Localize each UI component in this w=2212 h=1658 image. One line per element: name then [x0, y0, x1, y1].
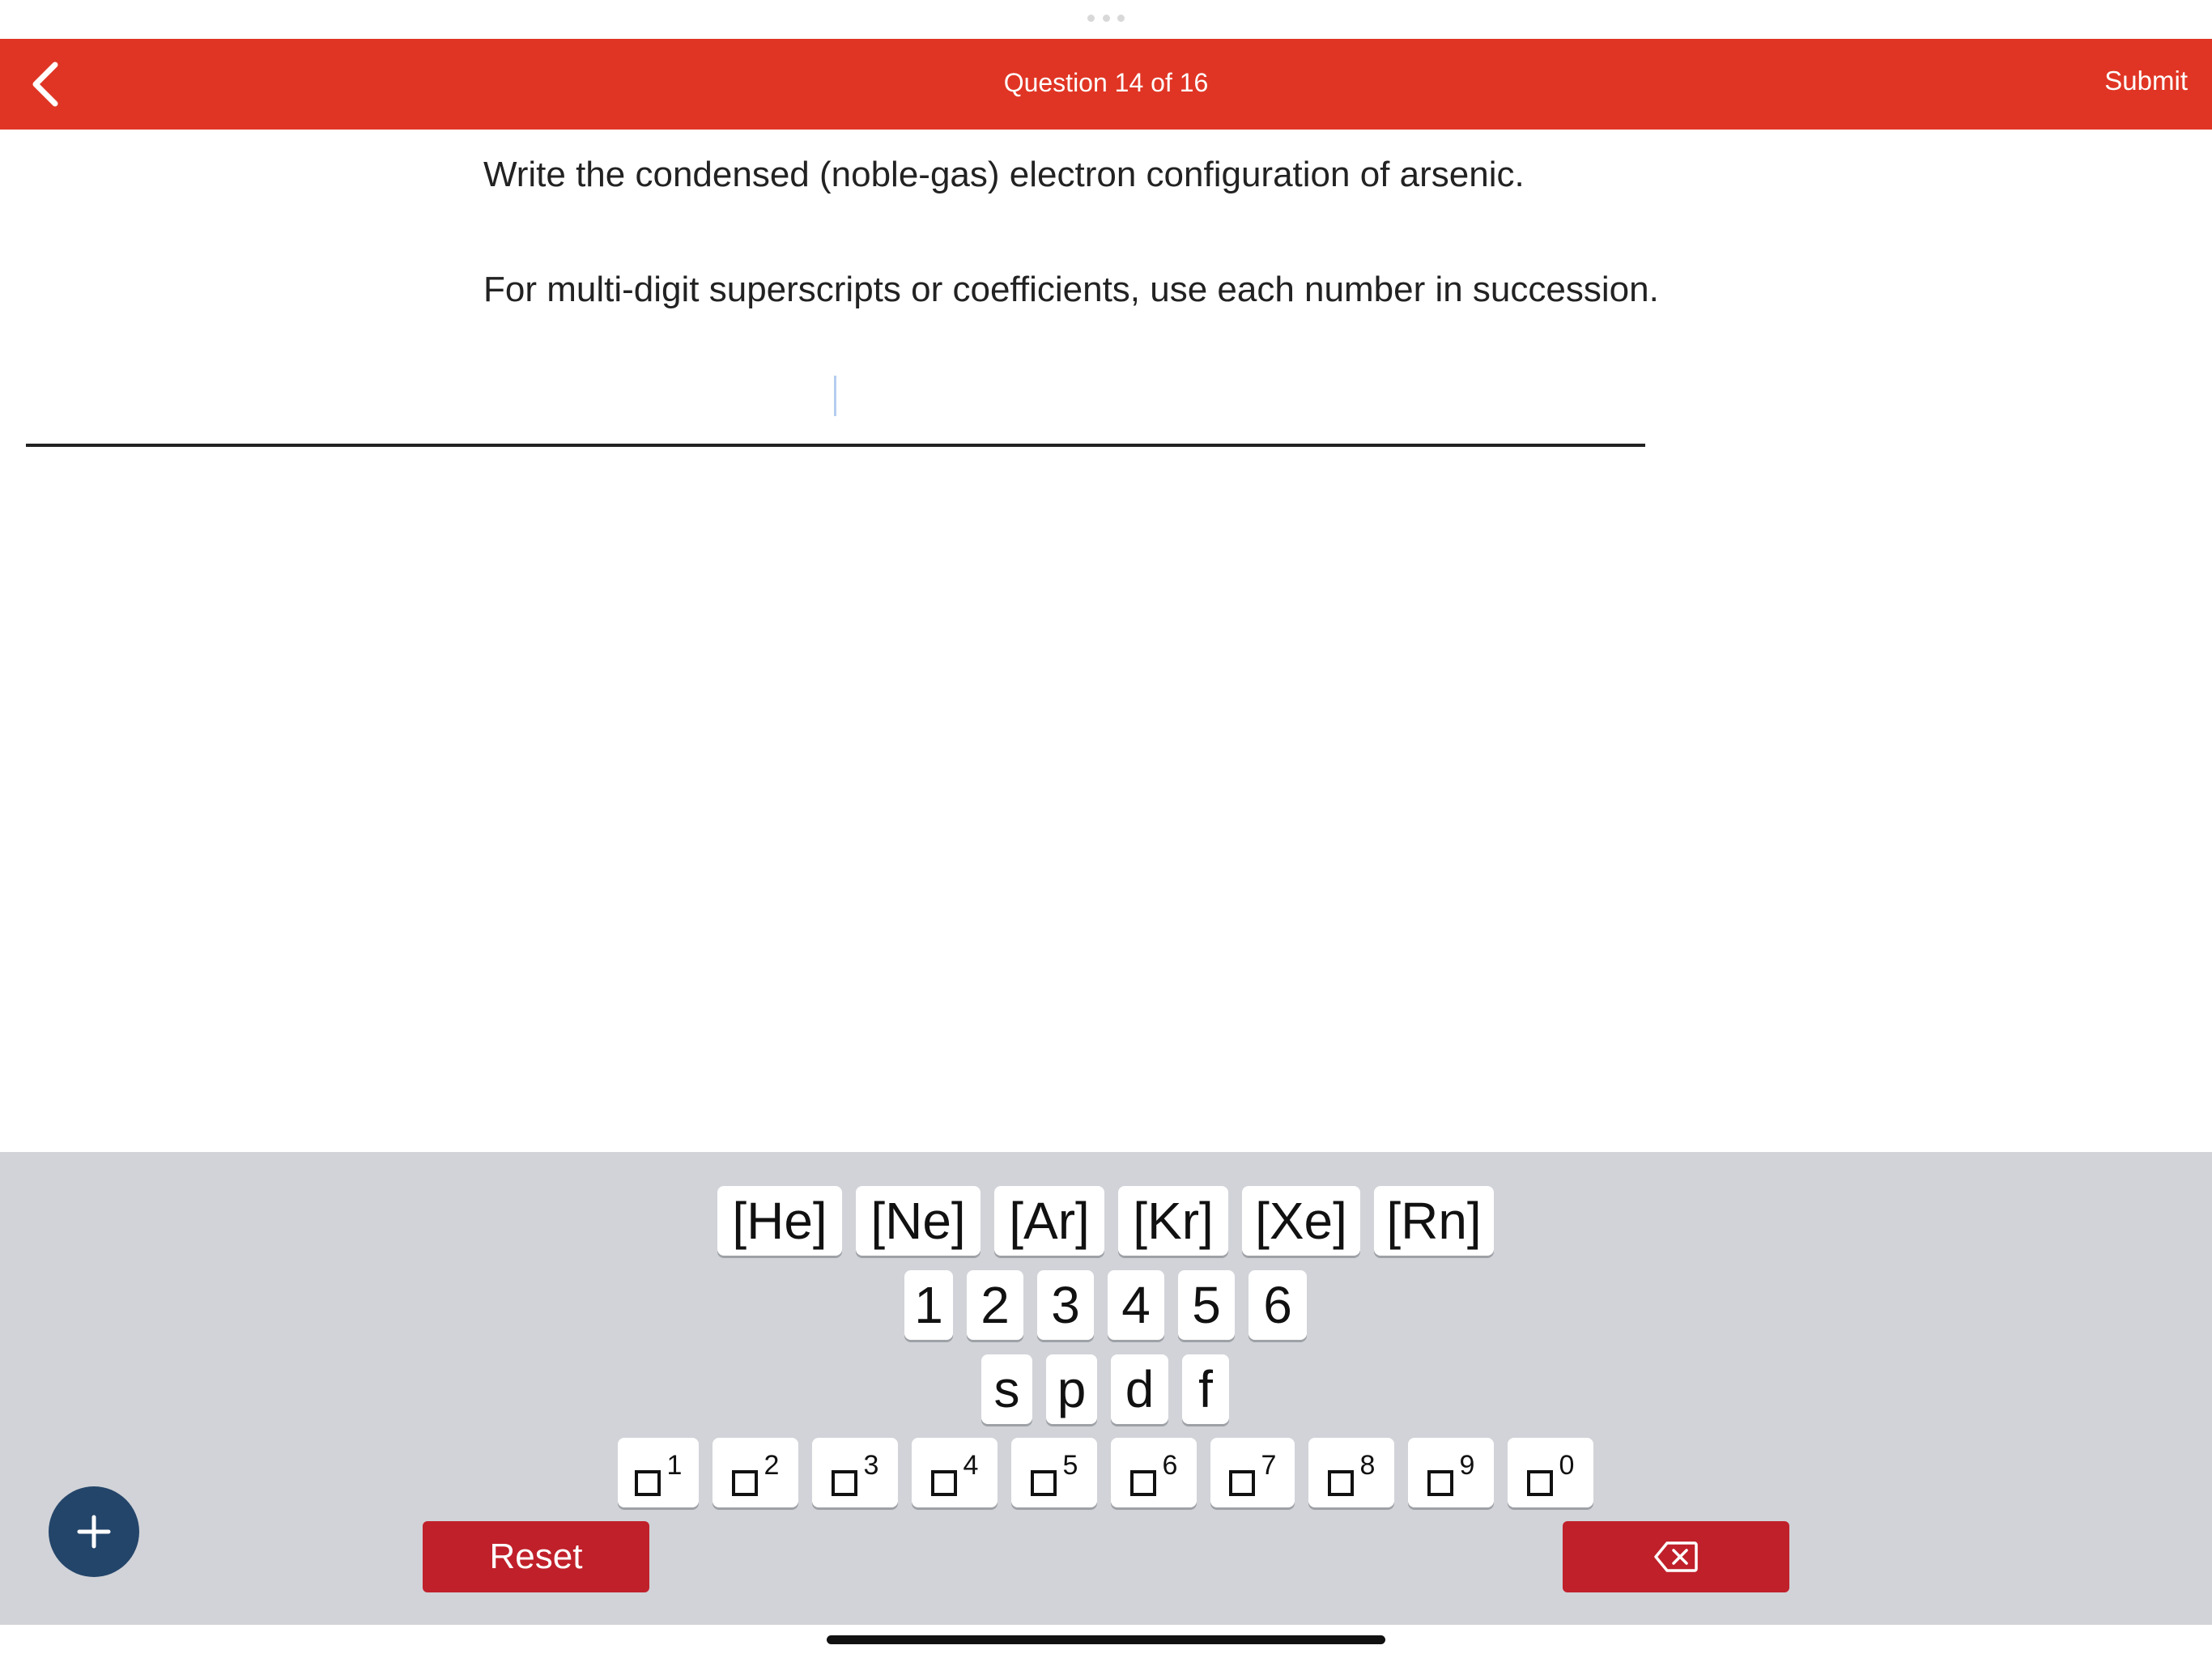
- superscript-label: 9: [1459, 1449, 1475, 1481]
- placeholder-box-icon: [1527, 1470, 1553, 1496]
- delete-button[interactable]: [1563, 1521, 1789, 1592]
- superscript-label: 4: [963, 1449, 979, 1481]
- key-superscript-2[interactable]: [713, 1438, 798, 1507]
- text-caret: [834, 376, 836, 416]
- multitasking-dots-icon[interactable]: [1087, 15, 1125, 23]
- key-superscript-9[interactable]: [1408, 1438, 1494, 1507]
- key-coefficient-1[interactable]: 1: [904, 1270, 953, 1340]
- placeholder-box-icon: [1130, 1470, 1156, 1496]
- key-orbital-f[interactable]: f: [1182, 1354, 1229, 1424]
- superscript-label: 0: [1559, 1449, 1575, 1481]
- superscript-label: 2: [764, 1449, 780, 1481]
- superscript-label: 8: [1359, 1449, 1376, 1481]
- key-superscript-0[interactable]: [1508, 1438, 1593, 1507]
- key-orbital-d[interactable]: d: [1111, 1354, 1168, 1424]
- key-superscript-6[interactable]: [1111, 1438, 1197, 1507]
- key-orbital-s[interactable]: s: [981, 1354, 1032, 1424]
- placeholder-box-icon: [1328, 1470, 1354, 1496]
- key-noble-gas-rn[interactable]: [Rn]: [1374, 1186, 1494, 1256]
- key-coefficient-2[interactable]: 2: [967, 1270, 1023, 1340]
- placeholder-box-icon: [1031, 1470, 1057, 1496]
- key-superscript-4[interactable]: [912, 1438, 998, 1507]
- superscript-label: 1: [666, 1449, 683, 1481]
- placeholder-box-icon: [635, 1470, 661, 1496]
- question-prompt: Write the condensed (noble-gas) electron configuration of arsenic.: [483, 155, 1525, 194]
- answer-underline: [26, 444, 1645, 447]
- superscript-label: 3: [863, 1449, 879, 1481]
- key-noble-gas-ar[interactable]: [Ar]: [994, 1186, 1104, 1256]
- key-noble-gas-kr[interactable]: [Kr]: [1118, 1186, 1228, 1256]
- key-noble-gas-xe[interactable]: [Xe]: [1242, 1186, 1360, 1256]
- question-hint: For multi-digit superscripts or coefficients, use each number in succession.: [483, 270, 1659, 309]
- answer-input[interactable]: [26, 356, 1645, 447]
- plus-icon: [74, 1512, 113, 1551]
- page-title: Question 14 of 16: [1003, 68, 1209, 97]
- key-coefficient-5[interactable]: 5: [1178, 1270, 1235, 1340]
- superscript-label: 6: [1162, 1449, 1178, 1481]
- key-coefficient-3[interactable]: 3: [1037, 1270, 1094, 1340]
- key-orbital-p[interactable]: p: [1046, 1354, 1097, 1424]
- chemistry-keyboard: [0, 1152, 2212, 1625]
- header-bar: [0, 39, 2212, 130]
- add-button[interactable]: [49, 1486, 139, 1577]
- home-indicator[interactable]: [827, 1635, 1385, 1644]
- key-superscript-1[interactable]: [618, 1438, 699, 1507]
- submit-button[interactable]: Submit: [2104, 63, 2188, 99]
- reset-button[interactable]: Reset: [423, 1521, 649, 1592]
- placeholder-box-icon: [1427, 1470, 1453, 1496]
- key-coefficient-6[interactable]: 6: [1249, 1270, 1307, 1340]
- key-superscript-5[interactable]: [1011, 1438, 1097, 1507]
- key-noble-gas-ne[interactable]: [Ne]: [856, 1186, 981, 1256]
- key-superscript-7[interactable]: [1210, 1438, 1295, 1507]
- key-noble-gas-he[interactable]: [He]: [717, 1186, 842, 1256]
- placeholder-box-icon: [832, 1470, 857, 1496]
- key-superscript-3[interactable]: [812, 1438, 898, 1507]
- key-superscript-8[interactable]: [1308, 1438, 1394, 1507]
- placeholder-box-icon: [1229, 1470, 1255, 1496]
- backspace-icon: [1654, 1541, 1698, 1573]
- placeholder-box-icon: [931, 1470, 957, 1496]
- key-coefficient-4[interactable]: 4: [1108, 1270, 1164, 1340]
- superscript-label: 7: [1261, 1449, 1277, 1481]
- placeholder-box-icon: [732, 1470, 758, 1496]
- superscript-label: 5: [1062, 1449, 1078, 1481]
